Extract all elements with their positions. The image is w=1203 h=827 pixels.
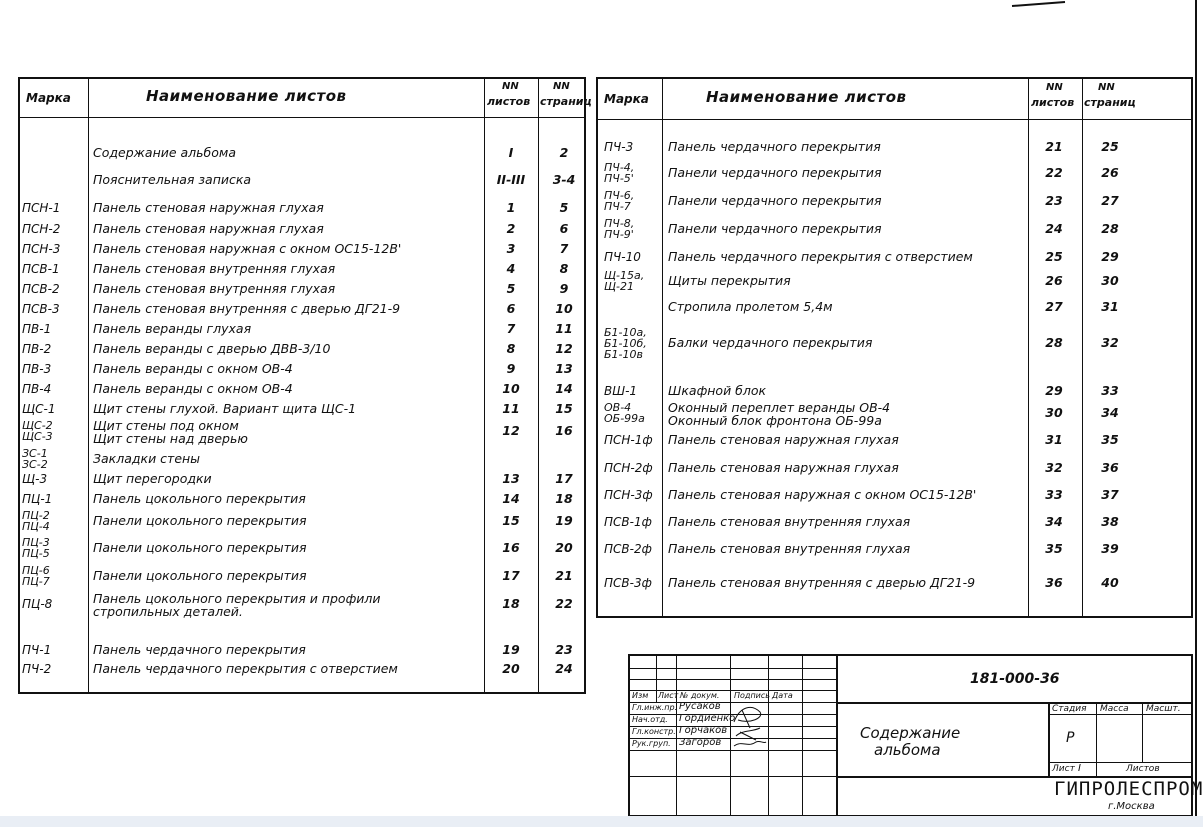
left-name [93,515,307,528]
right-page-number: 31 [1101,299,1119,314]
left-page-number: 9 [559,281,569,296]
left-mark [22,263,60,275]
left-mark-line: ЗС-1 [22,447,48,460]
right-sheet-number: 33 [1045,487,1063,502]
left-mark [22,343,51,355]
right-name-line: Панель чердачного перекрытия с отверстием [668,249,973,264]
right-page-number: 35 [1101,432,1119,447]
right-name [668,167,881,180]
left-name [93,223,324,236]
left-page-number: 7 [559,241,569,256]
left-name-line: Панель веранды с окном ОВ-4 [93,381,293,396]
right-name [668,489,976,502]
left-mark-line: ЩС-2 [22,419,53,432]
left-name-line: Панели цокольного перекрытия [93,568,307,583]
left-name [93,403,356,416]
right-sheet-number: 25 [1045,249,1063,264]
left-mark [22,383,51,395]
left-page-number: 13 [555,361,573,376]
stamp-doc-code: 181-000-36 [970,671,1060,687]
right-mark [604,327,647,360]
left-header-sheets: листов [487,95,531,108]
left-sheet-number: 18 [502,596,520,611]
right-mark-line: ПСН-2ф [604,461,653,475]
left-sheet-number: 17 [502,568,520,583]
left-mark [22,473,47,485]
right-name-line: Панель стеновая наружная глухая [668,432,899,447]
stamp-sheet-label: Лист [1052,764,1075,774]
right-name-line: Панели чердачного перекрытия [668,165,882,180]
stamp-stage-label: Стадия [1052,704,1087,714]
right-sheet-number: 23 [1045,193,1063,208]
left-mark [22,283,60,295]
right-name-line: Панель стеновая внутренняя с дверью ДГ21-9 [668,575,976,590]
left-name [93,363,293,376]
left-mark [22,663,51,675]
left-mark-line: ПЦ-2 [22,509,50,522]
left-sheet-number: 6 [506,301,516,316]
right-page-number: 39 [1101,541,1119,556]
right-mark-line: ПСН-3ф [604,488,653,502]
right-name-line: Стропила пролетом 5,4м [668,299,833,314]
left-name [93,593,381,618]
left-name-line: Панель цокольного перекрытия [93,491,306,506]
left-sheet-number: 12 [502,423,520,438]
left-page-number: 5 [559,200,569,215]
left-sheet-number: 7 [506,321,516,336]
left-name-line: Панель стеновая внутренняя глухая [93,261,336,276]
left-page-number: 11 [555,321,573,336]
right-sheet-number: 32 [1045,460,1063,475]
right-sheet-number: 22 [1045,165,1063,180]
left-name [93,303,400,316]
left-name-line: Щит перегородки [93,471,212,486]
left-name [93,644,306,657]
stamp-sheets-label: Листов [1126,764,1160,774]
right-name-line: Панели чердачного перекрытия [668,221,882,236]
right-page-number: 37 [1101,487,1119,502]
right-mark-line: Щ-15а, [604,269,645,282]
left-name-line: Панели цокольного перекрытия [93,540,307,555]
left-mark-line: ПЧ-1 [22,643,52,657]
left-name [93,542,307,555]
right-name-line: Панель чердачного перекрытия [668,139,881,154]
right-page-number: 28 [1101,221,1119,236]
left-mark [22,598,52,610]
left-name-line: Панель цокольного перекрытия и профили [93,591,381,606]
right-name [668,141,881,154]
left-mark-line: ПЦ-4 [22,520,50,533]
right-sheet-number: 27 [1045,299,1063,314]
left-mark [22,363,51,375]
left-mark [22,202,60,214]
left-page-number: 14 [555,381,573,396]
left-mark [22,403,55,415]
sheet-border-right [1195,0,1197,827]
right-page-number: 40 [1101,575,1119,590]
left-header-sheets-no: NN [502,81,519,92]
right-mark-line: Щ-21 [604,280,634,293]
right-mark-line: ПЧ-4, [604,161,635,174]
stamp-col-izm: Изм [632,691,649,700]
left-page-number: 8 [559,261,569,276]
right-mark-line: ПЧ-8, [604,217,635,230]
left-name [93,202,324,215]
right-sheet-number: 29 [1045,383,1063,398]
right-mark-line: ПСН-1ф [604,433,653,447]
right-mark-line: ПЧ-5' [604,172,634,185]
left-header-mark: Марка [26,91,71,105]
right-page-number: 38 [1101,514,1119,529]
right-page-number: 27 [1101,193,1119,208]
left-mark [22,223,60,235]
right-mark [604,190,634,212]
left-name-line: Панель чердачного перекрытия с отверстием [93,661,398,676]
right-header-sheets-no: NN [1046,82,1063,93]
stamp-title-line1: Содержание [860,724,961,742]
right-mark [604,462,653,474]
right-name [668,516,910,529]
left-mark [22,565,50,587]
right-mark-line: ПСВ-1ф [604,515,652,529]
right-name [668,462,899,475]
right-sheet-number: 26 [1045,273,1063,288]
right-header-sheets: листов [1031,96,1075,109]
left-mark-line: ПСВ-2 [22,282,60,296]
left-name [93,323,251,336]
right-mark-line: ОБ-99а [604,412,645,425]
left-name [93,420,248,445]
right-page-number: 25 [1101,139,1119,154]
right-name [668,543,910,556]
left-sheet-number: I [508,145,514,160]
left-mark [22,303,60,315]
left-mark [22,243,60,255]
right-name [668,251,973,264]
left-mark-line: ПЦ-6 [22,564,50,577]
left-page-number: 22 [555,596,573,611]
left-sheet-number: 4 [506,261,516,276]
right-mark-line: Б1-10а, [604,326,647,339]
right-name [668,223,881,236]
right-name-line: Панель стеновая наружная с окном ОС15-12В' [668,487,977,502]
left-name-line: Панель стеновая внутренняя глухая [93,281,336,296]
left-mark [22,420,53,442]
right-mark [604,218,634,240]
right-mark-line: ПЧ-6, [604,189,635,202]
right-contents-table [596,77,1193,618]
right-page-number: 30 [1101,273,1119,288]
right-name [668,577,975,590]
stamp-scale-label: Масшт. [1146,704,1181,714]
left-name [93,343,330,356]
left-name-line: Панель стеновая наружная с окном ОС15-12В' [93,241,402,256]
right-name-line: Щиты перекрытия [668,273,791,288]
right-mark-line: ВШ-1 [604,384,638,398]
left-mark-line: ЩС-1 [22,402,56,416]
right-name [668,195,881,208]
right-sheet-number: 34 [1045,514,1063,529]
stamp-stage-value: Р [1066,730,1075,746]
left-name-line: Панель стеновая наружная глухая [93,221,324,236]
left-name [93,493,306,506]
left-name-line: Панель стеновая наружная глухая [93,200,324,215]
left-page-number: 18 [555,491,573,506]
left-sheet-number: 9 [506,361,516,376]
left-mark-line: ПСН-2 [22,222,61,236]
left-mark-line: ПВ-2 [22,342,52,356]
left-mark-line: ПВ-1 [22,322,52,336]
stamp-name-1: Русаков [679,701,721,712]
left-page-number: 23 [555,642,573,657]
left-name [93,570,307,583]
left-page-number: 24 [555,661,573,676]
left-header-pages: страниц [540,95,592,108]
right-mark-line: ОВ-4 [604,401,632,414]
left-mark-line: Щ-3 [22,472,48,486]
left-sheet-number: 15 [502,513,520,528]
left-name-line: стропильных деталей. [93,603,243,619]
stamp-name-4: Загоров [679,737,722,748]
left-page-number: 20 [555,540,573,555]
left-sheet-number: 13 [502,471,520,486]
right-sheet-number: 30 [1045,405,1063,420]
left-sheet-number: 19 [502,642,520,657]
left-sheet-number: 14 [502,491,520,506]
top-corner-mark [1010,0,1070,10]
stamp-name-3: Горчаков [679,725,728,736]
left-page-number: 2 [559,145,569,160]
left-header-name: Наименование листов [146,87,347,105]
left-sheet-number: 5 [506,281,516,296]
right-name-line: Шкафной блок [668,383,767,398]
left-mark-line: ПСВ-1 [22,262,60,276]
left-name [93,283,335,296]
right-name [668,337,872,350]
left-mark-line: ЩС-3 [22,430,53,443]
right-mark-line: ПЧ-7 [604,200,631,213]
left-page-number: 12 [555,341,573,356]
right-mark [604,489,653,501]
left-mark [22,323,51,335]
right-mark-line: Б1-10б, [604,337,647,350]
left-sheet-number: 11 [502,401,520,416]
left-header-pages-no: NN [553,81,570,92]
right-name [668,275,791,288]
stamp-col-doc: № докум. [680,691,720,700]
right-sheet-number: 31 [1045,432,1063,447]
left-name [93,263,335,276]
left-page-number: 17 [555,471,573,486]
right-mark-line: Б1-10в [604,348,643,361]
right-mark-line: ПЧ-3 [604,140,634,154]
left-mark-line: ПСН-1 [22,201,61,215]
left-page-number: 15 [555,401,573,416]
left-mark-line: ПЦ-1 [22,492,53,506]
left-mark-line: ПВ-4 [22,382,52,396]
left-mark-line: ПЦ-5 [22,547,50,560]
stamp-city: г.Москва [1108,801,1155,812]
left-page-number: 3-4 [552,172,576,187]
left-sheet-number: II-III [496,172,526,187]
right-mark [604,577,652,589]
right-page-number: 36 [1101,460,1119,475]
stamp-role-3: Гл.констр. [632,727,676,736]
right-mark-line: ПЧ-10 [604,250,641,264]
stamp-role-4: Рук.груп. [632,739,671,748]
title-block [628,654,1203,817]
right-name-line: Панель стеновая внутренняя глухая [668,514,911,529]
right-header-mark: Марка [604,92,649,106]
right-mark-line: ПСВ-2ф [604,542,652,556]
right-page-number: 26 [1101,165,1119,180]
left-sheet-number: 10 [502,381,520,396]
left-name-line: Панели цокольного перекрытия [93,513,307,528]
right-name-line: Оконный блок фронтона ОБ-99а [668,412,882,428]
right-page-number: 32 [1101,335,1119,350]
left-mark-line: ЗС-2 [22,458,48,471]
right-name-line: Панель стеновая внутренняя глухая [668,541,911,556]
right-mark [604,162,634,184]
right-mark [604,141,633,153]
right-name-line: Балки чердачного перекрытия [668,335,873,350]
right-header-name: Наименование листов [706,88,907,106]
right-mark [604,516,652,528]
left-sheet-number: 16 [502,540,520,555]
left-sheet-number: 2 [506,221,516,236]
left-page-number: 21 [555,568,573,583]
left-name [93,147,236,160]
right-name-line: Оконный переплет веранды ОВ-4 [668,400,891,415]
right-header-pages: страниц [1084,96,1136,109]
stamp-mass-label: Масса [1100,704,1129,714]
stamp-title-line2: альбома [874,741,941,759]
right-mark [604,270,644,292]
left-mark-line: ПЦ-3 [22,536,50,549]
left-name-line: Щит стены глухой. Вариант щита ЩС-1 [93,401,357,416]
right-name [668,301,833,314]
right-page-number: 34 [1101,405,1119,420]
right-page-number: 33 [1101,383,1119,398]
right-name [668,434,899,447]
stamp-col-sign: Подпись [734,691,770,700]
stamp-name-2: Гордиенко [679,713,736,724]
left-sheet-number: 20 [502,661,520,676]
left-name-line: Щит стены под окном [93,418,239,433]
left-mark-line: ПВ-3 [22,362,52,376]
left-name [93,663,398,676]
left-contents-table [18,77,592,694]
right-name [668,402,890,427]
left-mark [22,510,50,532]
left-page-number: 16 [555,423,573,438]
left-sheet-number: 3 [506,241,516,256]
stamp-col-list: Лист [658,691,679,700]
right-sheet-number: 35 [1045,541,1063,556]
left-name [93,243,401,256]
right-sheet-number: 28 [1045,335,1063,350]
left-page-number: 6 [559,221,569,236]
bottom-scan-band [0,816,1203,827]
left-mark [22,448,48,470]
left-name [93,473,212,486]
right-mark [604,402,645,424]
left-name-line: Щит стены над дверью [93,430,248,446]
right-name [668,385,766,398]
left-mark [22,493,52,505]
right-name-line: Панель стеновая наружная глухая [668,460,899,475]
left-name [93,453,200,466]
left-mark-line: ПЦ-7 [22,575,50,588]
stamp-org-name: ГИПРОЛЕСПРОМ [1054,778,1203,800]
right-sheet-number: 21 [1045,139,1063,154]
stamp-sheet-value: I [1078,763,1081,774]
right-page-number: 29 [1101,249,1119,264]
right-sheet-number: 36 [1045,575,1063,590]
left-page-number: 19 [555,513,573,528]
right-mark-line: ПЧ-9' [604,228,634,241]
left-name [93,383,293,396]
left-name-line: Панель веранды с дверью ДВВ-3/10 [93,341,331,356]
right-mark [604,251,641,263]
left-mark-line: ПСВ-3 [22,302,60,316]
left-sheet-number: 1 [506,200,516,215]
signatures [730,702,770,750]
left-mark-line: ПЦ-8 [22,597,53,611]
left-sheet-number: 8 [506,341,516,356]
left-mark-line: ПЧ-2 [22,662,52,676]
left-mark [22,537,50,559]
right-name-line: Панели чердачного перекрытия [668,193,882,208]
stamp-role-2: Нач.отд. [632,715,668,724]
left-name-line: Панель чердачного перекрытия [93,642,306,657]
left-name-line: Панель веранды глухая [93,321,252,336]
left-name [93,174,251,187]
right-sheet-number: 24 [1045,221,1063,236]
left-name-line: Содержание альбома [93,145,236,160]
left-mark [22,644,51,656]
left-name-line: Панель стеновая внутренняя с дверью ДГ21-9 [93,301,401,316]
right-mark-line: ПСВ-3ф [604,576,652,590]
right-mark [604,434,653,446]
left-page-number: 10 [555,301,573,316]
stamp-role-1: Гл.инж.пр. [632,703,678,712]
right-header-pages-no: NN [1098,82,1115,93]
left-name-line: Панель веранды с окном ОВ-4 [93,361,293,376]
left-name-line: Закладки стены [93,451,201,466]
stamp-col-date: Дата [772,691,793,700]
left-mark-line: ПСН-3 [22,242,61,256]
right-mark [604,543,652,555]
right-mark [604,385,637,397]
left-name-line: Пояснительная записка [93,172,252,187]
